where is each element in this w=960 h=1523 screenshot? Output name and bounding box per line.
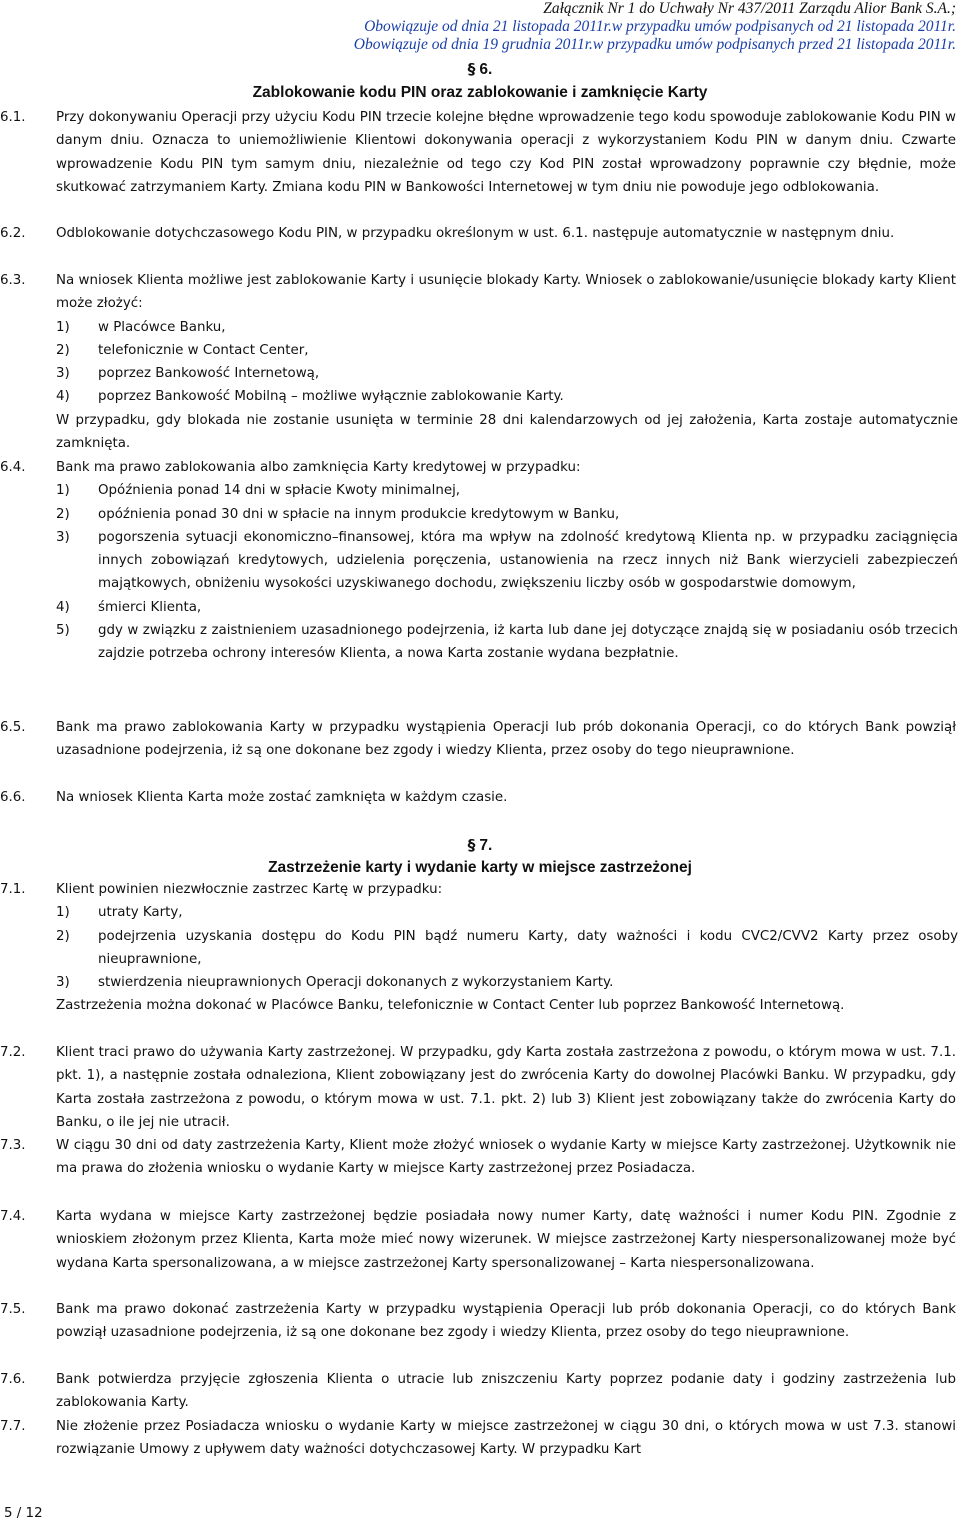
paragraph-6-4 [0,456,960,666]
section-6-number [0,60,960,79]
paragraph-number: 6.6. [0,790,26,805]
header-line-1: Załącznik Nr 1 do Uchwały Nr 437/2011 Zarządu Alior Bank S.A.; [543,0,956,17]
paragraph-7-3 [0,1134,960,1181]
list-text: śmierci Klienta, [98,599,202,615]
header-line-2: Obowiązuje od dnia 21 listopada 2011r.w przypadku umów podpisanych od 21 listopada 2011r. [364,18,956,35]
list-item [56,596,958,619]
list-number: 1) [56,319,70,335]
paragraph-number: 6.3. [0,273,26,288]
paragraph-text: Przy dokonywaniu Operacji przy użyciu Kodu PIN trzecie kolejne błędne wprowadzenie tego kodu spowoduje zablokowanie Kodu PIN w danym dniu. Oznacza to uniemożliwienie Klientowi dokonywania operacji z wykorzystaniem Kodu PIN w danym dniu. Czwarte wprowadzenie Kodu PIN tym samym dniu, niezależnie od tego czy Kod PIN został wprowadzony poprawnie czy błędnie, może skutkować zatrzymaniem Karty. Zmiana kodu PIN w Bankowości Internetowej w tym dniu nie powoduje jego odblokowania. [56,110,956,195]
list-number: 2) [56,342,70,358]
list-item [56,925,958,972]
section-symbol: § [467,60,476,78]
list-item [56,385,958,408]
list-item [56,339,958,362]
list-item [56,901,958,924]
header-line-3: Obowiązuje od dnia 19 grudnia 2011r.w przypadku umów podpisanych przed 21 listopada 2011r. [353,36,956,53]
list-item [56,619,958,666]
paragraph-text: Na wniosek Klienta możliwe jest zablokowanie Karty i usunięcie blokady Karty. Wniosek o zablokowanie/usunięcie blokady karty Klient może złożyć: [56,273,956,312]
list-text: pogorszenia sytuacji ekonomiczno–finansowej, która ma wpływ na zdolność kredytową Klienta np. w przypadku zaciągnięcia innych zobowiązań kredytowych, udzielenia poręczenia, ustanowienia na rzecz innych niż Bank wierzycieli zabezpieczeń majątkowych, obniżeniu wysokości uzyskiwanego dochodu, zwiększeniu liczby osób w gospodarstwie domowym, [98,529,958,592]
list-text: poprzez Bankowość Mobilną – możliwe wyłącznie zablokowanie Karty. [98,389,564,405]
paragraph-text: Na wniosek Klienta Karta może zostać zamknięta w każdym czasie. [56,790,508,805]
paragraph-text: Bank ma prawo zablokowania albo zamknięcia Karty kredytowej w przypadku: [56,460,581,475]
list-item [56,503,958,526]
section-symbol: § [467,836,476,854]
list-number: 1) [56,483,70,499]
section-number: 7. [479,837,493,854]
paragraph-number: 6.1. [0,110,26,125]
paragraph-text: Klient powinien niezwłocznie zastrzec Kartę w przypadku: [56,882,443,897]
list-number: 4) [56,599,70,615]
paragraph-number: 7.2. [0,1045,26,1060]
document-header [196,0,956,54]
list-text: w Placówce Banku, [98,319,226,335]
list-number: 4) [56,389,70,405]
list-item [56,316,958,339]
paragraph-6-5 [0,716,960,763]
list-text: opóźnienia ponad 30 dni w spłacie na innym produkcie kredytowym w Banku, [98,506,620,522]
section-7-number [0,836,960,855]
paragraph-text: Nie złożenie przez Posiadacza wniosku o wydanie Karty w miejsce zastrzeżonej w ciągu 30 dni, o których mowa w ust 7.3. stanowi rozwiązanie Umowy z upływem daty ważności dotychczasowej Karty. W przypadku Kart [56,1419,956,1458]
paragraph-number: 7.6. [0,1372,26,1387]
paragraph-number: 7.7. [0,1419,26,1434]
list-number: 3) [56,975,70,991]
paragraph-6-1 [0,106,960,199]
list-item [56,479,958,502]
paragraph-text: Klient traci prawo do używania Karty zastrzeżonej. W przypadku, gdy Karta została zastrzeżona z powodu, o którym mowa w ust. 7.1. pkt. 1), a następnie została odnaleziona, Klient zobowiązany jest do zwrócenia Karty do dowolnej Placówki Banku. W przypadku, gdy Karta została zastrzeżona z powodu, o którym mowa w ust. 7.1. pkt. 2) lub 3) Klient jest zobowiązany także do zwrócenia Karty do Banku, o ile jej nie utracił. [56,1045,956,1130]
section-number: 6. [479,61,493,78]
list-item [56,526,958,596]
list-text: utraty Karty, [98,905,183,921]
list-number: 5) [56,623,70,639]
paragraph-7-1 [0,878,960,1018]
list-number: 1) [56,905,70,921]
list-text: telefonicznie w Contact Center, [98,342,309,358]
paragraph-text: Bank ma prawo dokonać zastrzeżenia Karty w przypadku wystąpienia Operacji lub prób dokonania Operacji, co do których Bank powziął uzasadnione podejrzenia, iż są one dokonane bez zgody i wiedzy Klienta, przez osoby do tego nieuprawnione. [56,1302,956,1341]
list-number: 3) [56,529,70,545]
paragraph-number: 7.1. [0,882,26,897]
paragraph-number: 6.5. [0,720,26,735]
list-number: 3) [56,366,70,382]
list-text: gdy w związku z zaistnieniem uzasadnionego podejrzenia, iż karta lub dane jej dotyczące znajdą się w posiadaniu osób trzecich zajdzie potrzeba ochrony interesów Klienta, a nowa Karta zostanie wydana bezpłatnie. [98,623,958,662]
paragraph-text: Bank ma prawo zablokowania Karty w przypadku wystąpienia Operacji lub prób dokonania Operacji, co do których Bank powziął uzasadnione podejrzenia, iż są one dokonane bez zgody i wiedzy Klienta, przez osoby do tego nieuprawnione. [56,720,956,759]
paragraph-number: 7.5. [0,1302,26,1317]
list-item [56,971,958,994]
paragraph-number: 7.4. [0,1209,26,1224]
paragraph-text: Karta wydana w miejsce Karty zastrzeżonej będzie posiadała nowy numer Karty, datę ważności i numer Kodu PIN. Zgodnie z wnioskiem złożonym przez Klienta, Karta może mieć nowy wizerunek. W miejsce zastrzeżonej Karty niespersonalizowanej może być wydana Karta spersonalizowana, a w miejsce zastrzeżonej Karty spersonalizowanej – Karta niespersonalizowana. [56,1209,956,1271]
paragraph-number: 6.2. [0,226,26,241]
paragraph-number: 7.3. [0,1138,26,1153]
section-7-title: Zastrzeżenie karty i wydanie karty w miejsce zastrzeżonej [268,859,692,876]
paragraph-7-2 [0,1041,960,1134]
paragraph-7-4 [0,1205,960,1275]
paragraph-6-2 [0,222,960,245]
paragraph-text: Bank potwierdza przyjęcie zgłoszenia Klienta o utracie lub zniszczeniu Karty poprzez podanie daty i godziny zastrzeżenia lub zablokowania Karty. [56,1372,956,1411]
page-number: 5 / 12 [4,1506,43,1521]
list-number: 2) [56,928,70,944]
list-text: poprzez Bankowość Internetową, [98,366,320,382]
paragraph-6-6 [0,786,960,809]
paragraph-6-3 [0,269,960,455]
paragraph-continuation: Zastrzeżenia można dokonać w Placówce Banku, telefonicznie w Contact Center lub poprzez Bankowość Internetową. [56,998,845,1014]
list-text: stwierdzenia nieuprawnionych Operacji dokonanych z wykorzystaniem Karty. [98,975,614,991]
paragraph-7-7 [0,1415,960,1462]
list-text: Opóźnienia ponad 14 dni w spłacie Kwoty minimalnej, [98,483,461,499]
paragraph-text: W ciągu 30 dni od daty zastrzeżenia Karty, Klient może złożyć wniosek o wydanie Karty w miejsce Karty zastrzeżonej. Użytkownik nie ma prawa do złożenia wniosku o wydanie Karty w miejsce Karty zastrzeżonej przez Posiadacza. [56,1138,956,1177]
paragraph-number: 6.4. [0,460,26,475]
list-text: podejrzenia uzyskania dostępu do Kodu PIN bądź numeru Karty, daty ważności i kodu CVC2/CVV2 Karty przez osoby nieuprawnione, [98,928,958,967]
paragraph-text: Odblokowanie dotychczasowego Kodu PIN, w przypadku określonym w ust. 6.1. następuje automatycznie w następnym dniu. [56,226,895,241]
list-item [56,362,958,385]
section-6-title: Zablokowanie kodu PIN oraz zablokowanie i zamknięcie Karty [252,84,708,101]
paragraph-continuation: W przypadku, gdy blokada nie zostanie usunięta w terminie 28 dni kalendarzowych od jej założenia, Karta zostaje automatycznie zamknięta. [56,412,958,452]
paragraph-7-6 [0,1368,960,1415]
list-number: 2) [56,506,70,522]
paragraph-7-5 [0,1298,960,1345]
